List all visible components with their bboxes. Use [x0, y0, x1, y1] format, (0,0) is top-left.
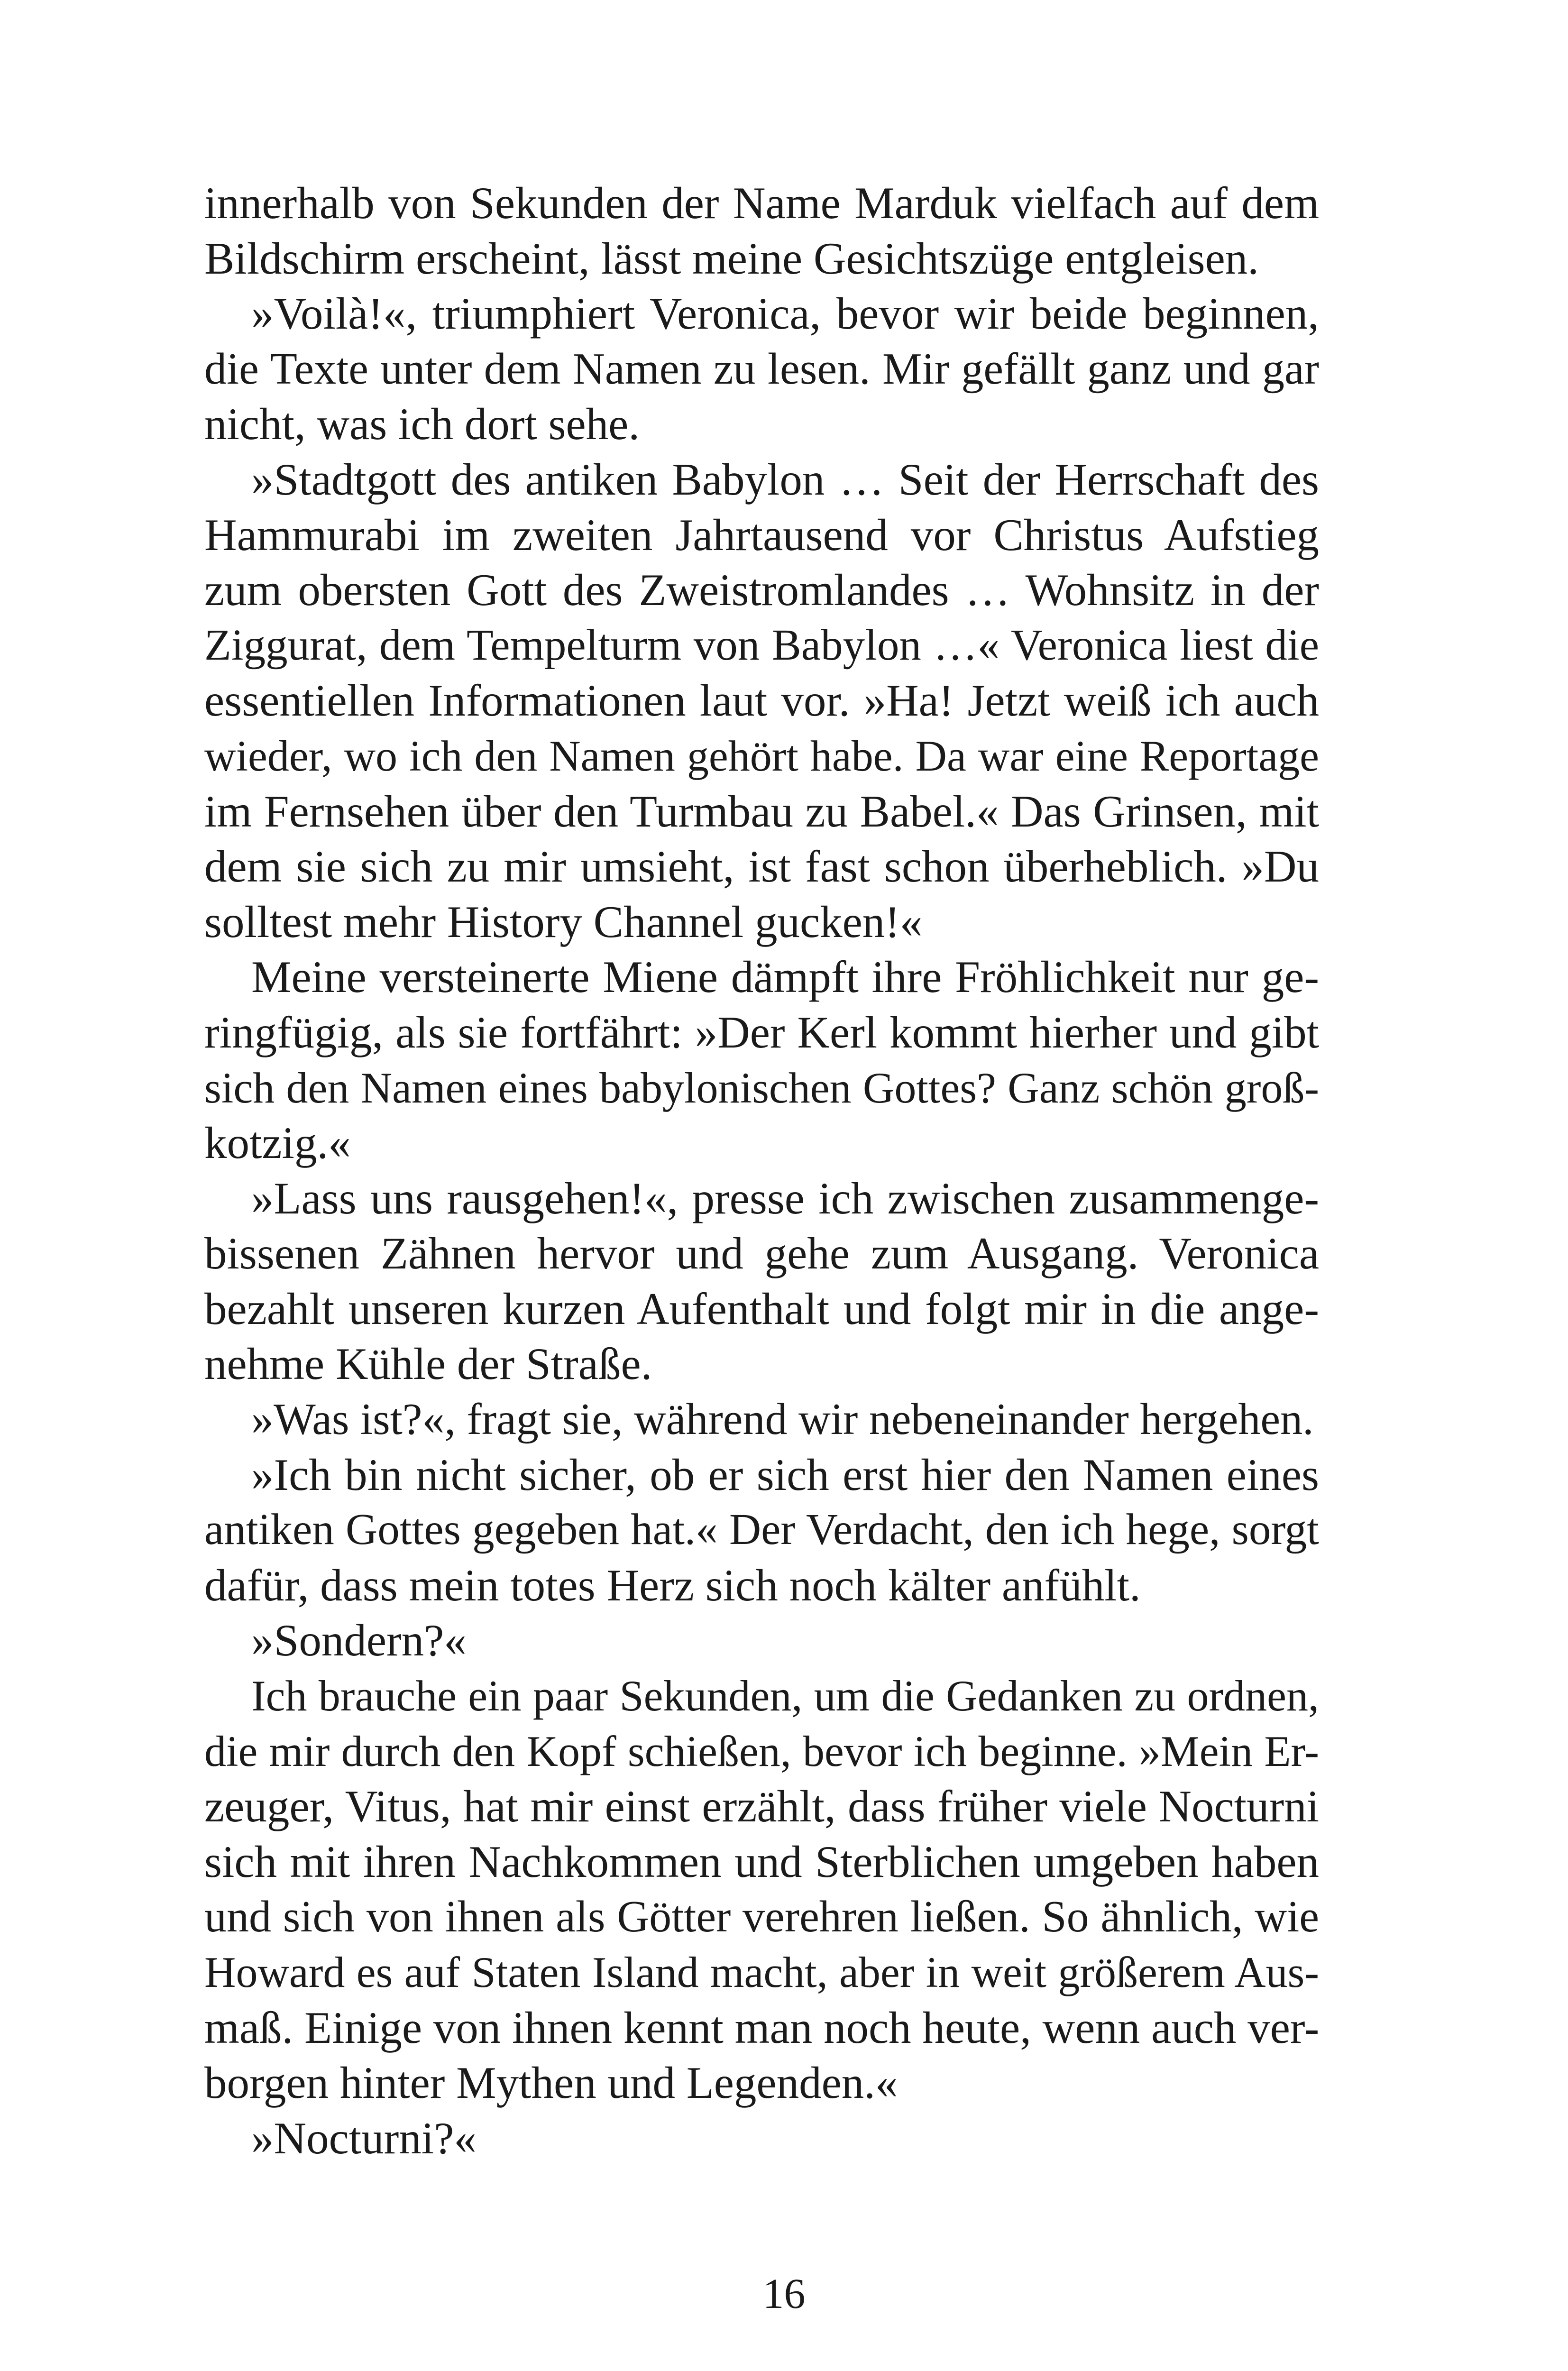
text-line: »Stadtgott des antiken Babylon … Seit der Herrschaft des: [251, 454, 1319, 505]
text-line: die Texte unter dem Namen zu lesen. Mir gefällt ganz und gar: [204, 344, 1319, 394]
body-text: [204, 175, 1319, 2166]
text-line: antiken Gottes gegeben hat.« Der Verdacht, den ich hege, sorgt: [204, 1505, 1319, 1554]
text-line: innerhalb von Sekunden der Name Marduk vielfach auf dem: [204, 178, 1319, 228]
text-line: »Voilà!«, triumphiert Veronica, bevor wir beide beginnen,: [251, 288, 1319, 339]
text-line: Ziggurat, dem Tempelturm von Babylon …« Veronica liest die: [204, 620, 1319, 670]
text-line: bissenen Zähnen hervor und gehe zum Ausgang. Veronica: [204, 1228, 1319, 1279]
text-line: borgen hinter Mythen und Legenden.«: [204, 2058, 898, 2108]
text-line: Ich brauche ein paar Sekunden, um die Gedanken zu ordnen,: [251, 1672, 1319, 1720]
text-line: »Lass uns rausgehen!«, presse ich zwischen zusammenge-: [251, 1173, 1319, 1223]
page-number: 16: [762, 2270, 806, 2317]
text-line: und sich von ihnen als Götter verehren ließen. So ähnlich, wie: [204, 1892, 1319, 1942]
text-line: Meine versteinerte Miene dämpft ihre Fröhlichkeit nur ge-: [251, 952, 1319, 1002]
text-line: bezahlt unseren kurzen Aufenthalt und folgt mir in die ange-: [204, 1283, 1319, 1334]
text-line: »Nocturni?«: [251, 2113, 477, 2163]
text-line: Bildschirm erscheint, lässt meine Gesichtszüge entgleisen.: [204, 233, 1259, 284]
text-line: sich den Namen eines babylonischen Gottes? Ganz schön groß-: [204, 1063, 1319, 1112]
text-line: essentiellen Informationen laut vor. »Ha! Jetzt weiß ich auch: [204, 675, 1319, 726]
text-line: ringfügig, als sie fortfährt: »Der Kerl kommt hierher und gibt: [204, 1007, 1319, 1057]
text-line: dem sie sich zu mir umsieht, ist fast schon überheblich. »Du: [204, 841, 1319, 892]
text-line: »Ich bin nicht sicher, ob er sich erst hier den Namen eines: [251, 1449, 1319, 1500]
text-line: »Sondern?«: [251, 1615, 467, 1666]
text-line: solltest mehr History Channel gucken!«: [204, 896, 923, 947]
text-line: wieder, wo ich den Namen gehört habe. Da war eine Reportage: [204, 731, 1319, 780]
text-line: »Was ist?«, fragt sie, während wir nebeneinander hergehen.: [251, 1395, 1314, 1444]
text-line: Howard es auf Staten Island macht, aber in weit größerem Aus-: [204, 1948, 1319, 1996]
text-line: die mir durch den Kopf schießen, bevor ich beginne. »Mein Er-: [204, 1727, 1319, 1775]
text-line: zeuger, Vitus, hat mir einst erzählt, dass früher viele Nocturni: [204, 1781, 1319, 1832]
text-line: sich mit ihren Nachkommen und Sterblichen umgeben haben: [204, 1836, 1319, 1887]
text-line: kotzig.«: [204, 1118, 351, 1168]
text-line: Hammurabi im zweiten Jahrtausend vor Christus Aufstieg: [204, 509, 1319, 560]
text-line: im Fernsehen über den Turmbau zu Babel.« Das Grinsen, mit: [204, 786, 1319, 836]
text-line: dafür, dass mein totes Herz sich noch kälter anfühlt.: [204, 1560, 1141, 1610]
text-line: nehme Kühle der Straße.: [204, 1339, 652, 1389]
text-line: maß. Einige von ihnen kennt man noch heute, wenn auch ver-: [204, 2002, 1319, 2053]
text-line: zum obersten Gott des Zweistromlandes … Wohnsitz in der: [204, 565, 1319, 616]
text-line: nicht, was ich dort sehe.: [204, 399, 640, 450]
